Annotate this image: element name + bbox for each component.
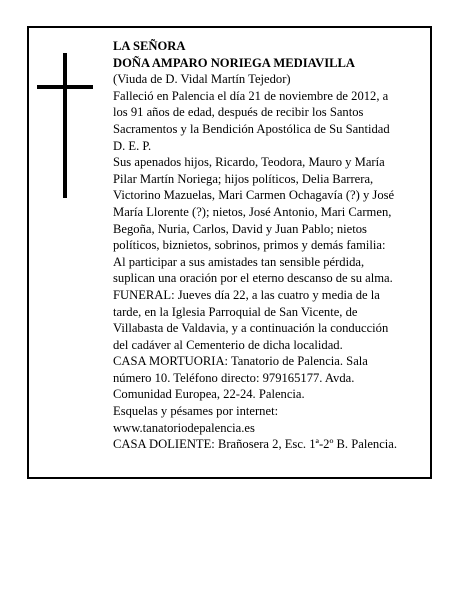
- deceased-name: DOÑA AMPARO NORIEGA MEDIAVILLA: [113, 55, 355, 70]
- body-line: los 91 años de edad, después de recibir los Santos: [113, 105, 364, 120]
- casa-doliente-line: CASA DOLIENTE: Brañosera 2, Esc. 1ª-2º B. Palencia.: [113, 437, 398, 452]
- body-line: Sus apenados hijos, Ricardo, Teodora, Mauro y María: [113, 155, 385, 170]
- body-line: Comunidad Europea, 22-24. Palencia.: [113, 387, 305, 402]
- body-line: Begoña, Nuria, Carlos, David y Juan Pablo; nietos: [113, 221, 367, 236]
- body-line: políticos, biznietos, sobrinos, primos y demás familia:: [113, 238, 386, 253]
- body-line: del cadáver al Cementerio de dicha localidad.: [113, 337, 343, 352]
- widow-line: (Viuda de D. Vidal Martín Tejedor): [113, 72, 291, 87]
- rip-line: D. E. P.: [113, 138, 152, 153]
- body-line: Villabasta de Valdavia, y a continuación la conducción: [113, 321, 389, 336]
- cross-vertical-bar: [63, 53, 67, 198]
- body-line: María Llorente (?); nietos, José Antonio, Mari Carmen,: [113, 204, 392, 219]
- body-line: Falleció en Palencia el día 21 de noviembre de 2012, a: [113, 88, 389, 103]
- funeral-line: FUNERAL: Jueves día 22, a las cuatro y media de la: [113, 287, 380, 302]
- body-line: tarde, en la Iglesia Parroquial de San Vicente, de: [113, 304, 358, 319]
- body-line: Victorino Mazuelas, Mari Carmen Ochagavía (?) y José: [113, 188, 395, 203]
- body-line: número 10. Teléfono directo: 979165177. Avda.: [113, 370, 355, 385]
- body-line: Pilar Martín Noriega; hijos políticos, Delia Barrera,: [113, 171, 374, 186]
- title-line: LA SEÑORA: [113, 39, 186, 53]
- cross-icon: [37, 53, 93, 198]
- internet-line: Esquelas y pésames por internet:: [113, 404, 279, 419]
- casa-mortuoria-line: CASA MORTUORIA: Tanatorio de Palencia. Sala: [113, 354, 368, 369]
- body-line: suplican una oración por el eterno descanso de su alma.: [113, 271, 393, 286]
- website-line: www.tanatoriodepalencia.es: [113, 420, 255, 435]
- obituary-text: [113, 38, 425, 453]
- body-line: Al participar a sus amistades tan sensible pérdida,: [113, 254, 365, 269]
- cross-horizontal-bar: [37, 85, 93, 89]
- body-line: Sacramentos y la Bendición Apostólica de Su Santidad: [113, 121, 390, 136]
